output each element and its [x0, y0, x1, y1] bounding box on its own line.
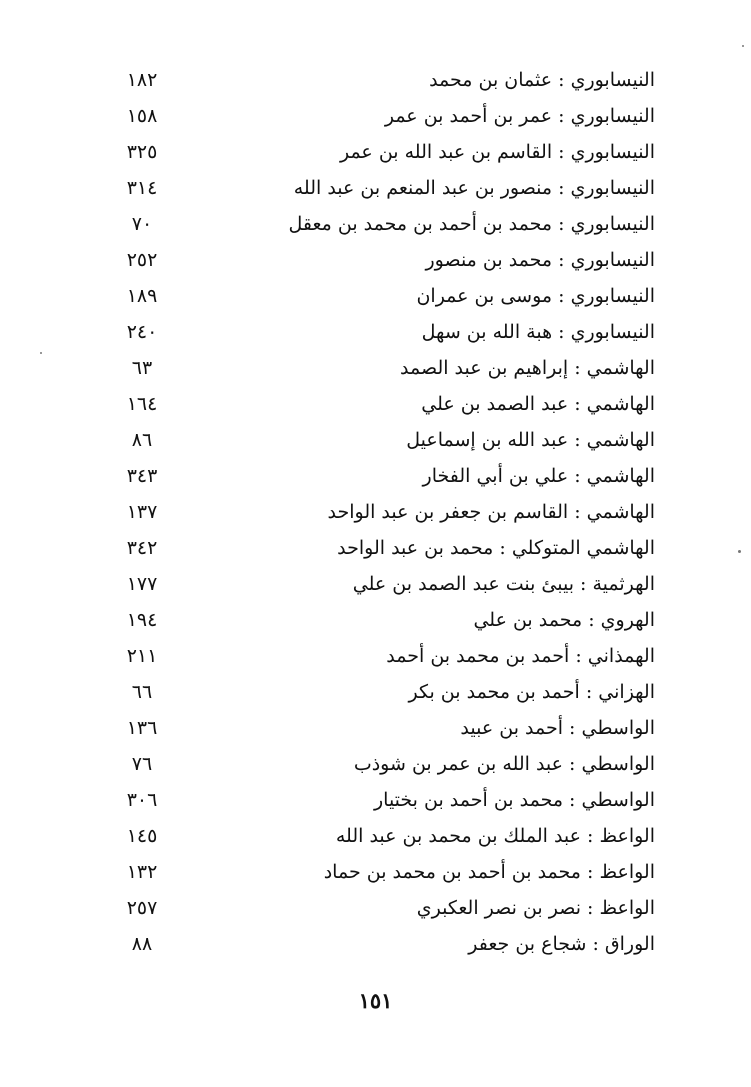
entry-name: النيسابوري : عمر بن أحمد بن عمر — [384, 105, 655, 127]
entry-name: الوراق : شجاع بن جعفر — [468, 933, 655, 955]
index-entry — [110, 458, 655, 494]
entry-page-number: ٢٥٢ — [126, 249, 158, 271]
entry-name: النيسابوري : محمد بن منصور — [425, 249, 655, 271]
entry-name: النيسابوري : القاسم بن عبد الله بن عمر — [339, 141, 655, 163]
entry-page-number: ٢١١ — [126, 645, 158, 667]
index-entry — [110, 134, 655, 170]
entry-name: الواسطي : محمد بن أحمد بن بختيار — [373, 789, 655, 811]
index-entry — [110, 530, 655, 566]
entry-name: الهاشمي : علي بن أبي الفخار — [422, 465, 655, 487]
entry-name: الواعظ : محمد بن أحمد بن محمد بن حماد — [323, 861, 655, 883]
index-entry — [110, 890, 655, 926]
entry-page-number: ١٨٢ — [126, 69, 158, 91]
entry-name: الهمذاني : أحمد بن محمد بن أحمد — [386, 645, 655, 667]
entry-page-number: ١٥٨ — [126, 105, 158, 127]
entry-page-number: ٦٦ — [131, 681, 153, 703]
index-entry — [110, 170, 655, 206]
index-entry — [110, 206, 655, 242]
entry-page-number: ٣٢٥ — [126, 141, 158, 163]
index-entry — [110, 638, 655, 674]
index-entry — [110, 782, 655, 818]
entry-name: الهاشمي : عبد الصمد بن علي — [421, 393, 655, 415]
entry-name: الهزاني : أحمد بن محمد بن بكر — [408, 681, 655, 703]
index-entry — [110, 746, 655, 782]
entry-name: الهاشمي : إبراهيم بن عبد الصمد — [400, 357, 655, 379]
index-entry — [110, 602, 655, 638]
entry-name: النيسابوري : هبة الله بن سهل — [421, 321, 655, 343]
entry-page-number: ٣١٤ — [126, 177, 158, 199]
entry-page-number: ٨٨ — [131, 933, 153, 955]
index-entry — [110, 350, 655, 386]
margin-speck — [738, 550, 741, 553]
entry-name: الواسطي : عبد الله بن عمر بن شوذب — [353, 753, 655, 775]
entry-page-number: ٣٠٦ — [126, 789, 158, 811]
entry-page-number: ٨٦ — [131, 429, 153, 451]
index-entry — [110, 314, 655, 350]
entry-name: الهرثمية : بيبئ بنت عبد الصمد بن علي — [352, 573, 655, 595]
entry-page-number: ١٦٤ — [126, 393, 158, 415]
entry-name: الواسطي : أحمد بن عبيد — [460, 717, 655, 739]
entry-page-number: ٧٠ — [131, 213, 153, 235]
entry-page-number: ١٧٧ — [126, 573, 158, 595]
index-entry — [110, 818, 655, 854]
entry-page-number: ١٣٧ — [126, 501, 158, 523]
entry-page-number: ٢٥٧ — [126, 897, 158, 919]
entry-page-number: ١٤٥ — [126, 825, 158, 847]
index-entry — [110, 278, 655, 314]
index-entry — [110, 710, 655, 746]
entry-name: النيسابوري : موسى بن عمران — [416, 285, 655, 307]
index-entry — [110, 854, 655, 890]
entry-name: الهاشمي : عبد الله بن إسماعيل — [406, 429, 655, 451]
index-entry — [110, 926, 655, 962]
entry-name: النيسابوري : منصور بن عبد المنعم بن عبد الله — [293, 177, 655, 199]
index-entry — [110, 674, 655, 710]
index-entry — [110, 422, 655, 458]
index-entry — [110, 62, 655, 98]
page-number: ١٥١ — [358, 988, 393, 1013]
entry-name: الهاشمي : القاسم بن جعفر بن عبد الواحد — [327, 501, 655, 523]
entry-page-number: ١٨٩ — [126, 285, 158, 307]
entry-name: الواعظ : نصر بن نصر العكبري — [416, 897, 655, 919]
entry-page-number: ١٣٦ — [126, 717, 158, 739]
entry-name: النيسابوري : محمد بن أحمد بن محمد بن معقل — [288, 213, 655, 235]
entry-page-number: ٦٣ — [131, 357, 153, 379]
entry-name: النيسابوري : عثمان بن محمد — [429, 69, 655, 91]
margin-speck — [742, 45, 744, 47]
entry-page-number: ٣٤٢ — [126, 537, 158, 559]
entry-page-number: ٧٦ — [131, 753, 153, 775]
entry-name: الواعظ : عبد الملك بن محمد بن عبد الله — [335, 825, 655, 847]
index-list — [110, 62, 655, 962]
index-entry — [110, 494, 655, 530]
index-entry — [110, 242, 655, 278]
entry-page-number: ١٣٢ — [126, 861, 158, 883]
margin-speck — [40, 352, 42, 354]
index-entry — [110, 566, 655, 602]
entry-name: الهاشمي المتوكلي : محمد بن عبد الواحد — [337, 537, 655, 559]
entry-page-number: ٣٤٣ — [126, 465, 158, 487]
index-entry — [110, 98, 655, 134]
entry-name: الهروي : محمد بن علي — [473, 609, 655, 631]
entry-page-number: ٢٤٠ — [126, 321, 158, 343]
index-entry — [110, 386, 655, 422]
entry-page-number: ١٩٤ — [126, 609, 158, 631]
